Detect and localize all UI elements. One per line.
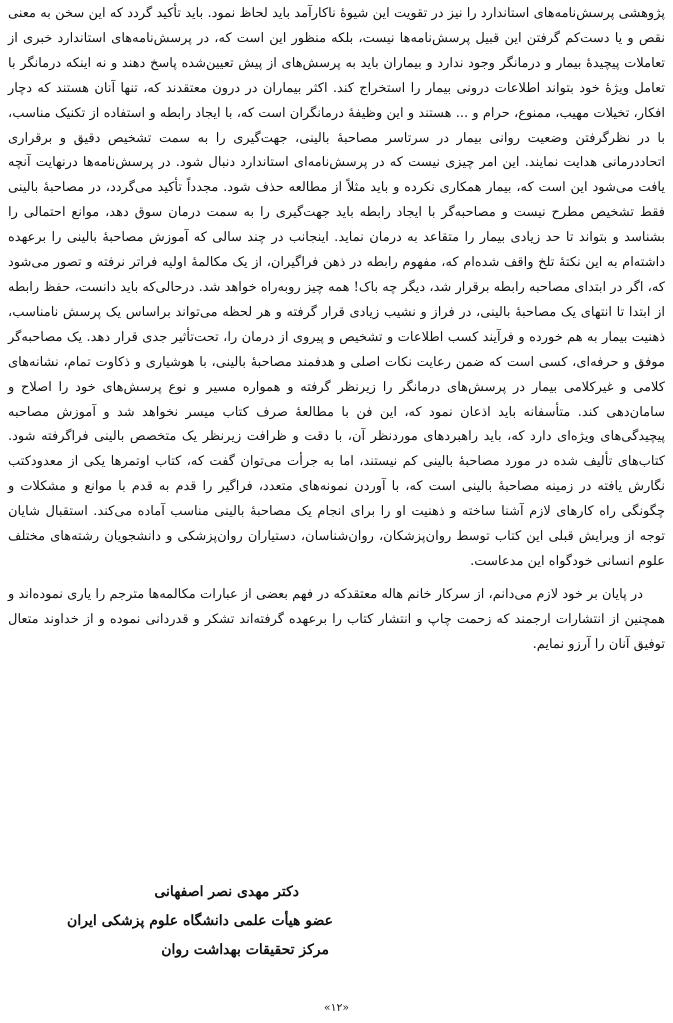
page-number: «۱۲» (323, 1001, 350, 1014)
paragraph-main: پژوهشی پرسش‌نامه‌های استاندارد را نیز در تقویت این شیوهٔ ناکارآمد باید لحاظ نمود. باید تأکید گردد که این سخن به معنی نقص و یا دست‌کم گرفتن این قبیل پرسش‌نامه‌ها نیست، بلکه منظور این است که، در پرسش‌نامه‌های استاندارد خبری از تعاملات پیچیدهٔ بیمار و درمانگر وجود ندارد و بیماران باید به پرسش‌های از پیش تعیین‌شده پاسخ دهند و نه اینکه درمانگر با تعامل ویژهٔ خود بتواند اطلاعات درونی بیمار را استخراج کند. اکثر بیماران در درون معتقدند که، تنها آنان هستند که دچار افکار، تخیلات مهیب، ممنوع، حرام و ... هستند و این وظیفهٔ درمانگران است که، با ایجاد رابطه و استفاده از تکنیک مناسب، با در نظرگرفتن وضعیت روانی بیمار در سرتاسر مصاحبهٔ بالینی، جهت‌گیری را به سمت تشخیص دقیق و برقراری اتحاددرمانی هدایت نمایند. این امر چیزی نیست که در پرسش‌نامه‌ای استاندارد دنبال شود. در پرسش‌نامه‌ها درنهایت آنچه یافت می‌شود این است که، بیمار همکاری نکرده و باید مثلاً از مطالعه حذف شود. مجدداً تأکید می‌گردد، در مصاحبهٔ بالینی فقط تشخیص مطرح نیست و مصاحبه‌گر با ایجاد رابطه باید جهت‌گیری را به سمت درمان سوق دهد، موانع احتمالی را بشناسد و بتواند تا حد زیادی بیمار را متقاعد به درمان نماید. اینجانب در چند سالی که آموزش مصاحبهٔ بالینی را برعهده داشته‌ام به این نکتهٔ تلخ واقف شده‌ام که، مفهوم رابطه در ذهن فراگیران، از یک مکالمهٔ اولیه فراتر نرفته و تصور می‌شود که، اگر در ابتدای مصاحبه رابطه برقرار شد، دیگر چه باک! همه چیز روبه‌راه خواهد شد. درحالی‌که باید دانست، حفظ رابطه از ابتدا تا انتهای یک مصاحبهٔ بالینی، در فراز و نشیب زیادی قرار گرفته و هر لحظه می‌تواند براساس یک پرسش نامناسب، ذهنیت بیمار به هم خورده و فرآیند کسب اطلاعات و تشخیص و پیروی از درمان را، تحت‌تأثیر جدی قرار دهد. یک مصاحبه‌گر موفق و حرفه‌ای، کسی است که ضمن رعایت نکات اصلی و هدفمند مصاحبهٔ بالینی، با هوشیاری و ذکاوت تمام، نشانه‌های کلامی و غیرکلامی بیمار در پرسش‌های درمانگر را زیرنظر گرفته و همواره مسیر و نوع پرسش‌های خود را اصلاح و سامان‌دهی کند. متأسفانه باید اذعان نمود که، این فن با مطالعهٔ صرف کتاب میسر نخواهد شد و آموزش مصاحبه پیچیدگی‌های ویژه‌ای دارد که، باید راهبردهای موردنظر آن، با دقت و ظرافت زیرنظر یک متخصص بالینی فراگرفته شود. کتاب‌های تألیف شده در مورد مصاحبهٔ بالینی کم نیستند، اما به جرأت می‌توان گفت که، کتاب اوتمرها یکی از معدودکتب نگارش یافته در زمینه مصاحبهٔ بالینی است که، با آوردن نمونه‌های متعدد، فراگیر را قدم به قدم با موانع و مشکلات و چگونگی راه کارهای لازم آشنا ساخته و ذهنیت او را برای انجام یک مصاحبهٔ بالینی مناسب آماده می‌کند. استقبال شایان توجه از ویرایش قبلی این کتاب توسط روان‌پزشکان، روان‌شناسان، دستیاران روان‌پزشکی و دانشجویان رشته‌های مختلف علوم انسانی خودگواه این مدعاست. (8, 6, 665, 569)
paragraph-acknowledgement: در پایان بر خود لازم می‌دانم، از سرکار خانم هاله معتقدکه در فهم بعضی از عبارات مکالمه‌ها مترجم را یاری نموده‌اند و همچنین از انتشارات ارجمند که زحمت چاپ و انتشار کتاب را برعهده گرفته‌اند تشکر و قدردانی نموده و از خداوند متعال توفیق آنان را آرزو نمایم. (8, 586, 665, 652)
signature-title: عضو هیأت علمی دانشگاه علوم پزشکی ایران (67, 913, 333, 929)
signature-center: مرکز تحقیقات بهداشت روان (161, 942, 329, 958)
signature-name: دکتر مهدی نصر اصفهانی (154, 884, 299, 900)
signature-block (67, 878, 333, 965)
body-text (8, 2, 665, 658)
